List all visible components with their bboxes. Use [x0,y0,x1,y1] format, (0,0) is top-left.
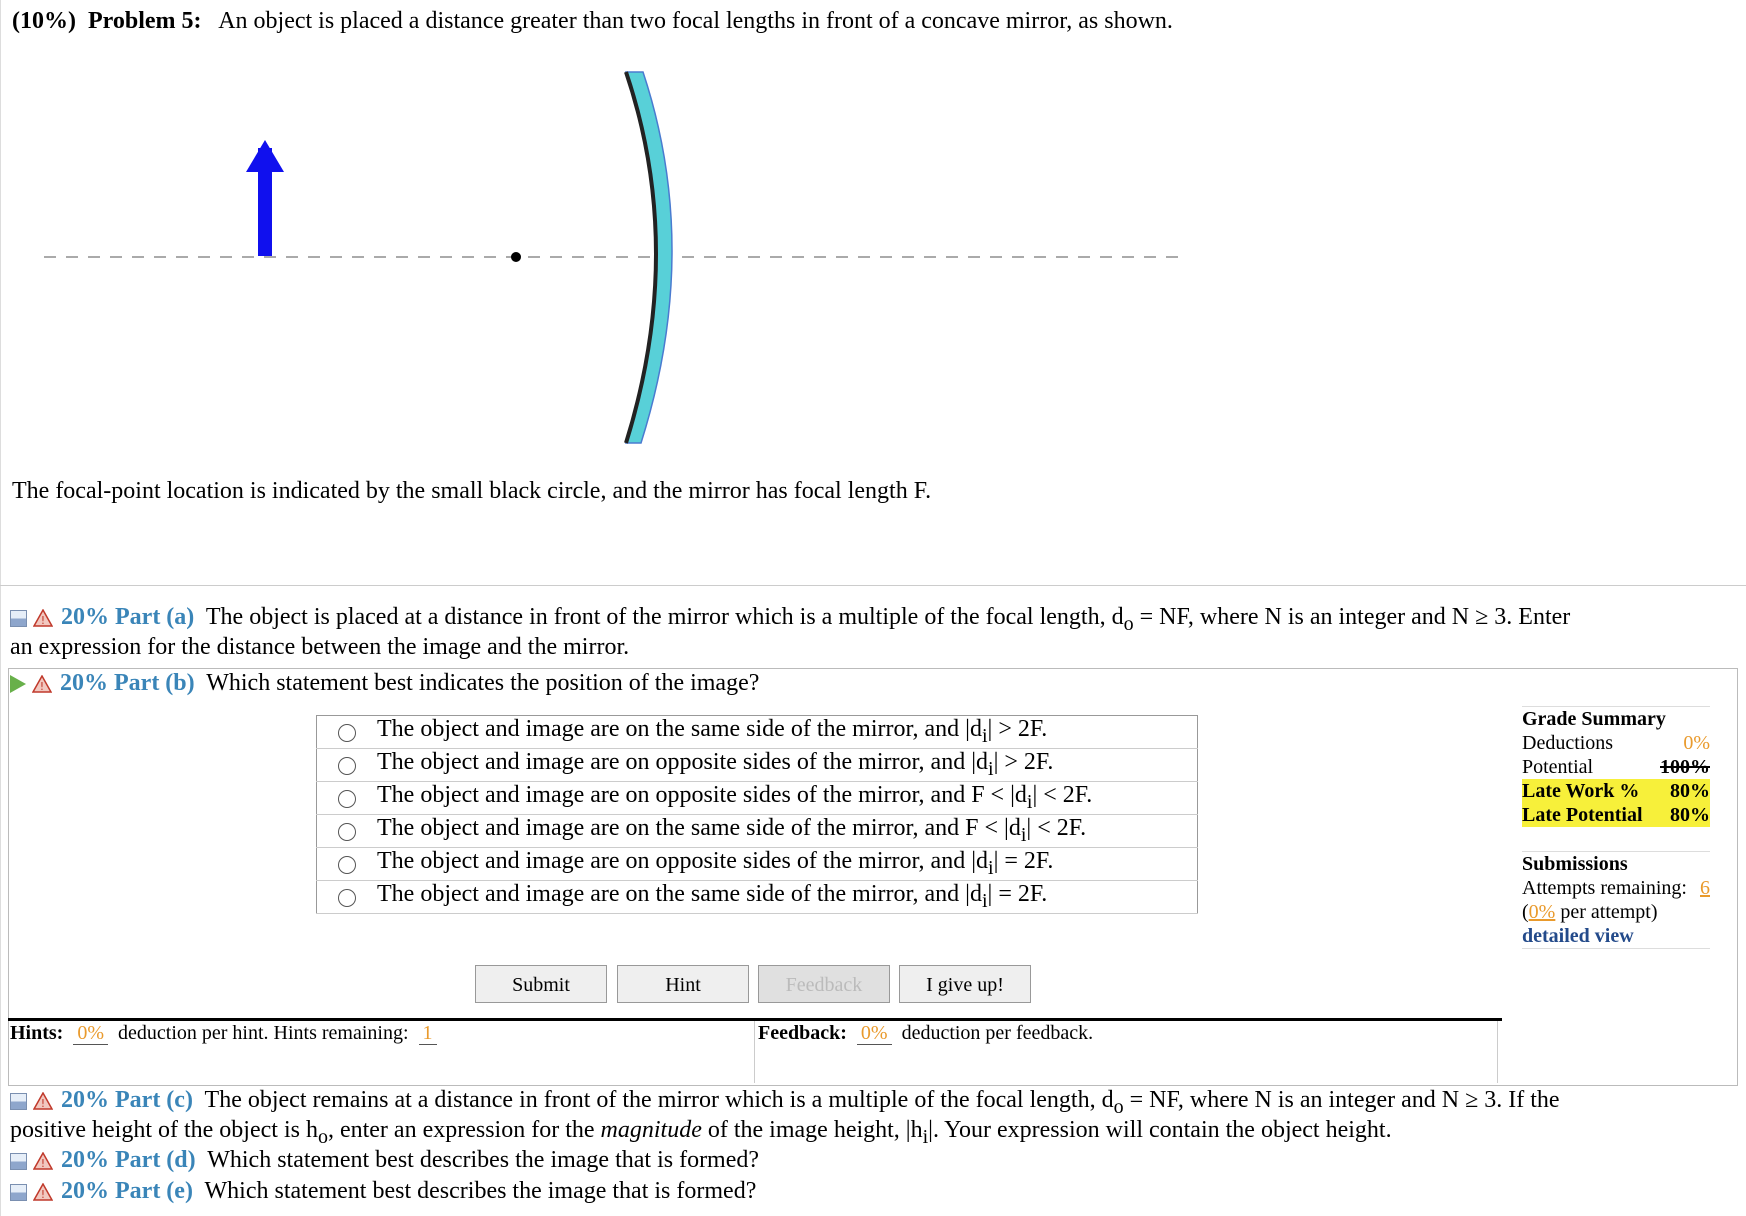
option-sub: i [981,889,988,912]
part-c-label: Part (c) [115,1087,193,1113]
part-c-header[interactable] [10,1087,1560,1119]
grade-summary [1522,706,1710,949]
part-a-text: The object is placed at a distance in front of the mirror which is a multiple of the focal length, d [205,604,1124,630]
section-separator [0,585,1746,586]
late-potential-label: Late Potential [1522,804,1643,826]
option-text: The object and image are on opposite sides of the mirror, and |d [377,848,988,875]
deductions-label: Deductions [1522,732,1614,754]
warning-icon [33,1183,53,1201]
potential-label: Potential [1522,756,1594,778]
hint-button[interactable]: Hint [617,965,749,1003]
part-c-text-5: of the image height, |h [701,1117,923,1143]
option-text: The object and image are on opposite sides of the mirror, and |d [377,749,988,776]
option-text-end: | < 2F. [1032,782,1093,809]
part-c-text-2: = NF, where N is an integer and N ≥ 3. If the [1123,1087,1560,1113]
attempts-value: 6 [1700,877,1710,899]
expand-icon[interactable] [10,1153,27,1170]
part-c-continuation [10,1117,1392,1149]
feedback-deduction: 0% [857,1022,892,1045]
part-e-header[interactable] [10,1178,756,1205]
option-sub: i [981,724,988,747]
option-text-end: | < 2F. [1026,815,1087,842]
mirror-diagram [0,60,1200,460]
option-text-end: | > 2F. [993,749,1054,776]
radio-button[interactable] [338,823,356,841]
part-e-text: Which statement best describes the image that is formed? [204,1178,757,1204]
radio-button[interactable] [338,889,356,907]
part-d-header[interactable] [10,1147,759,1174]
svg-text:!: ! [40,1157,46,1171]
part-b-header[interactable] [10,670,759,697]
late-work-label: Late Work % [1522,780,1640,802]
option-text: The object and image are on opposite sides of the mirror, and F < |d [377,782,1027,809]
option-text-end: | > 2F. [987,716,1048,743]
svg-text:!: ! [40,1188,46,1202]
part-a-sub: o [1123,612,1134,635]
hints-deduction: 0% [73,1022,108,1045]
part-d-label: Part (d) [115,1147,196,1173]
part-c-text: The object remains at a distance in front of the mirror which is a multiple of the focal length, d [204,1087,1114,1113]
part-c-text-3: positive height of the object is h [10,1117,318,1143]
feedback-text: deduction per feedback. [901,1022,1094,1044]
hints-remaining: 1 [419,1022,437,1045]
part-c-text-4: , enter an expression for the [327,1117,601,1143]
potential-value: 100% [1660,756,1710,778]
radio-button[interactable] [338,790,356,808]
feedback-right-divider [1497,1021,1498,1083]
svg-text:!: ! [40,614,46,628]
per-attempt-label: per attempt) [1560,901,1658,923]
expand-icon[interactable] [10,1093,27,1110]
part-b-text: Which statement best indicates the position of the image? [206,670,760,696]
play-icon[interactable] [10,675,26,693]
hints-divider [8,1018,1502,1021]
feedback-button: Feedback [758,965,890,1003]
option-row[interactable] [317,848,1198,881]
option-text-end: | = 2F. [987,881,1048,908]
radio-button[interactable] [338,757,356,775]
grade-title: Grade Summary [1522,708,1666,730]
option-text: The object and image are on the same side of the mirror, and |d [377,881,982,908]
submissions-title: Submissions [1522,853,1628,875]
option-text: The object and image are on the same side of the mirror, and F < |d [377,815,1021,842]
expand-icon[interactable] [10,610,27,627]
option-row[interactable] [317,749,1198,782]
give-up-button[interactable]: I give up! [899,965,1031,1003]
part-a-pct: 20% [61,604,109,630]
part-a-continuation: an expression for the distance between the image and the mirror. [10,634,630,660]
option-row[interactable] [317,881,1198,914]
option-row[interactable] [317,815,1198,848]
option-sub: i [1026,790,1033,813]
svg-text:!: ! [39,680,45,694]
warning-icon [33,609,53,627]
option-row[interactable] [317,716,1198,749]
part-d-text: Which statement best describes the image that is formed? [207,1147,760,1173]
part-e-pct: 20% [61,1178,109,1204]
part-a-label: Part (a) [115,604,195,630]
per-attempt-value: 0% [1528,901,1556,923]
option-text-end: | = 2F. [993,848,1054,875]
problem-weight: (10%) [12,8,76,34]
late-potential-value: 80% [1670,804,1710,826]
part-c-sub-hi: i [922,1125,929,1148]
warning-icon [32,675,52,693]
feedback-info [758,1022,1093,1045]
part-a-text-2: = NF, where N is an integer and N ≥ 3. Enter [1133,604,1571,630]
hints-info [10,1022,437,1045]
focal-point [511,252,521,262]
deductions-value: 0% [1683,732,1710,754]
part-d-pct: 20% [61,1147,109,1173]
per-attempt-paren: ( [1522,901,1529,923]
part-a-header[interactable] [10,604,1570,636]
part-b-label: Part (b) [114,670,195,696]
problem-title [12,8,1173,35]
hints-feedback-divider [754,1021,755,1083]
part-c-pct: 20% [61,1087,109,1113]
warning-icon [33,1092,53,1110]
part-c-text-6: |. Your expression will contain the object height. [928,1117,1392,1143]
hints-label: Hints: [10,1022,64,1044]
submit-button[interactable]: Submit [475,965,607,1003]
problem-statement: An object is placed a distance greater than two focal lengths in front of a concave mirror, as shown. [218,8,1173,34]
svg-text:!: ! [40,1097,46,1111]
detailed-view-link[interactable]: detailed view [1522,925,1634,947]
part-c-sub-ho: o [317,1125,328,1148]
expand-icon[interactable] [10,1184,27,1201]
option-text: The object and image are on the same side of the mirror, and |d [377,716,982,743]
part-e-label: Part (e) [115,1178,193,1204]
options-table [316,715,1198,914]
part-c-sub: o [1113,1095,1124,1118]
option-sub: i [1020,823,1027,846]
problem-label: Problem 5: [87,8,202,34]
late-work-value: 80% [1670,780,1710,802]
part-c-emphasis: magnitude [600,1117,702,1143]
hints-text: deduction per hint. Hints remaining: [118,1022,409,1044]
object-arrow-head [246,140,284,172]
radio-button[interactable] [338,856,356,874]
attempts-label: Attempts remaining: [1522,877,1687,899]
radio-button[interactable] [338,724,356,742]
warning-icon [33,1152,53,1170]
option-sub: i [988,856,994,879]
part-b-pct: 20% [60,670,108,696]
option-sub: i [988,757,994,780]
option-row[interactable] [317,782,1198,815]
focal-note: The focal-point location is indicated by the small black circle, and the mirror has focal length F. [12,478,932,504]
feedback-label: Feedback: [758,1022,847,1044]
